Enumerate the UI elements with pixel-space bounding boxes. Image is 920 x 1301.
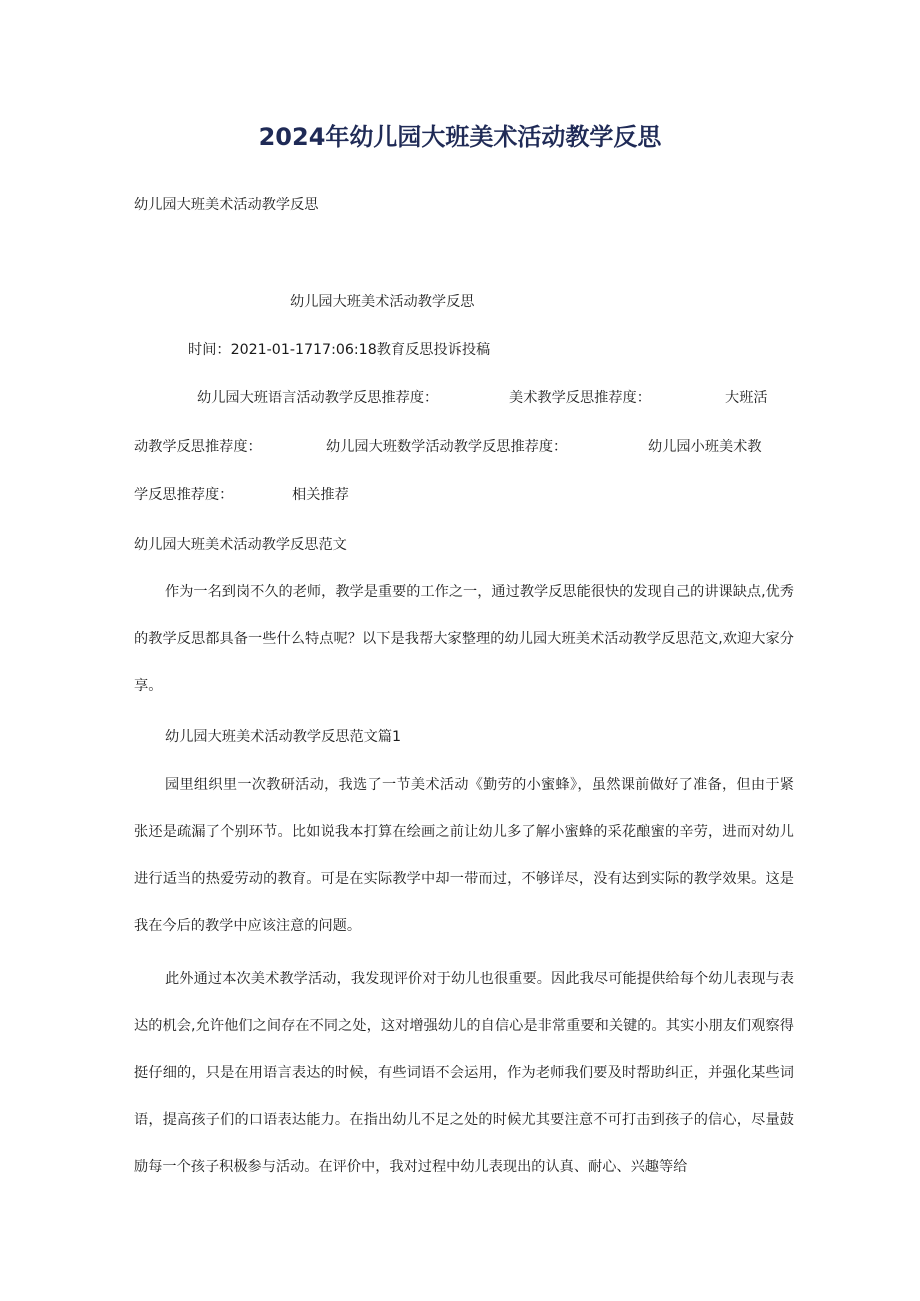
related-item-small-class-part2[interactable]: 学反思推荐度： [134,487,234,503]
related-item-art[interactable]: 美术教学反思推荐度： [509,390,651,406]
header-line: 幼儿园大班美术活动教学反思 [134,197,319,213]
document-title: 2024年幼儿园大班美术活动教学反思 [258,123,662,151]
related-item-activity-part1[interactable]: 大班活 [725,390,768,406]
related-item-activity-part2[interactable]: 动教学反思推荐度： [134,439,262,455]
related-item-language[interactable]: 幼儿园大班语言活动教学反思推荐度： [197,390,439,406]
article-heading: 幼儿园大班美术活动教学反思范文篇1 [165,729,402,745]
paragraph-1: 园里组织里一次教研活动，我选了一节美术活动《勤劳的小蜜蜂》，虽然课前做好了准备，但由于紧张还是疏漏了个别环节。比如说我本打算在绘画之前让幼儿多了解小蜜蜂的采花酿蜜的辛劳，进而对幼儿进行适当的热爱劳动的教育。可是在实际教学中却一带而过，不够详尽，没有达到实际的教学效果。这是我在今后的教学中应该注意的问题。 [134,777,794,934]
paragraph-2: 此外通过本次美术教学活动，我发现评价对于幼儿也很重要。因此我尽可能提供给每个幼儿表现与表达的机会,允许他们之间存在不同之处，这对增强幼儿的自信心是非常重要和关键的。其实小朋友们观察得挺仔细的，只是在用语言表达的时候，有些词语不会运用，作为老师我们要及时帮助纠正，并强化某些词语，提高孩子们的口语表达能力。在指出幼儿不足之处的时候尤其要注意不可打击到孩子的信心，尽量鼓励每一个孩子积极参与活动。在评价中，我对过程中幼儿表现出的认真、耐心、兴趣等给 [134,971,794,1175]
meta-line: 时间：2021-01-1717:06:18教育反思投诉投稿 [188,342,491,358]
related-label: 相关推荐 [292,487,349,503]
intro-paragraph: 作为一名到岗不久的老师，教学是重要的工作之一，通过教学反思能很快的发现自己的讲课缺点,优秀的教学反思都具备一些什么特点呢？以下是我帮大家整理的幼儿园大班美术活动教学反思范文,欢迎大家分享。 [134,584,794,694]
related-item-small-class-part1[interactable]: 幼儿园小班美术教 [648,439,762,455]
related-item-math[interactable]: 幼儿园大班数学活动教学反思推荐度： [326,439,568,455]
section-heading: 幼儿园大班美术活动教学反思范文 [134,537,347,553]
sub-title: 幼儿园大班美术活动教学反思 [290,294,475,310]
